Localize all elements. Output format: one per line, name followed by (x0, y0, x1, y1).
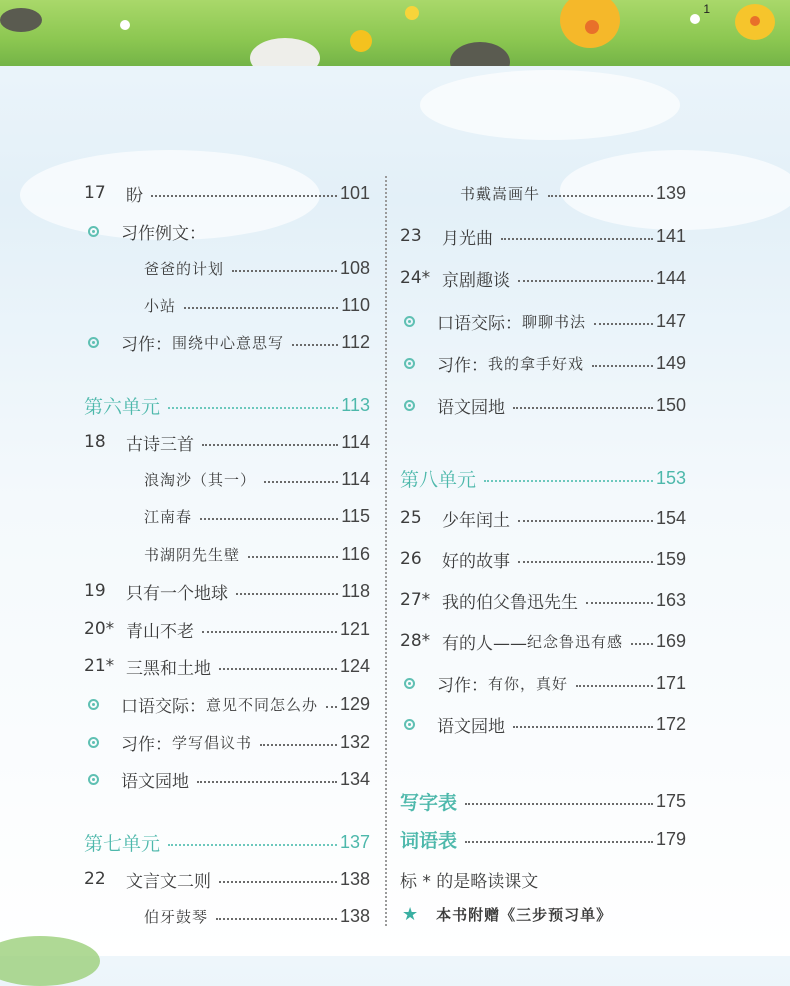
entry-subtitle: 纪念鲁迅有感 (527, 632, 624, 651)
cloud-decoration (420, 70, 680, 140)
leader-dots (513, 407, 653, 409)
entry-title: 古诗三首 (126, 434, 194, 455)
page-number-ref: 169 (655, 630, 686, 651)
entry-title: 青山不老 (126, 621, 194, 642)
leader-dots (631, 643, 653, 645)
toc-entry[interactable] (400, 390, 686, 420)
page-number-ref: 138 (339, 905, 370, 926)
circle-bullet-icon (88, 774, 99, 785)
flower-icon (585, 20, 599, 34)
circle-bullet-icon (404, 358, 415, 369)
entry-title: 第六单元 (84, 395, 161, 418)
page-number-ref: 132 (339, 731, 370, 752)
page-number-ref: 115 (341, 505, 370, 526)
page-number-ref: 129 (339, 693, 370, 714)
page-number-ref: 134 (339, 768, 370, 789)
toc-entry[interactable] (400, 503, 686, 533)
entry-subtitle: 聊聊书法 (522, 312, 587, 331)
page-number-ref: 153 (655, 467, 686, 488)
page-number-ref: 144 (655, 267, 686, 288)
toc-unit-heading[interactable] (400, 463, 686, 493)
toc-entry[interactable] (84, 216, 370, 246)
entry-title: 第七单元 (84, 832, 161, 855)
toc-entry[interactable] (84, 727, 370, 757)
leader-dots (216, 918, 337, 920)
toc-entry[interactable] (400, 544, 686, 574)
entry-title: 月光曲 (442, 228, 493, 249)
leader-dots (184, 307, 338, 309)
toc-entry[interactable] (400, 221, 686, 251)
entry-title: 少年闰土 (442, 510, 510, 531)
leader-dots (202, 631, 337, 633)
entry-title: 口语交际： (437, 313, 522, 334)
leader-dots (248, 556, 338, 558)
lesson-number: 28* (400, 631, 431, 651)
page-number-ref: 147 (655, 310, 686, 331)
entry-subtitle: 围绕中心意思写 (172, 333, 285, 352)
entry-title: 文言文二则 (126, 871, 211, 892)
entry-title: 爸爸的计划 (144, 259, 225, 278)
toc-entry[interactable] (400, 626, 686, 656)
page-number-ref: 101 (339, 182, 370, 203)
flower-icon (750, 16, 760, 26)
leader-dots (518, 561, 653, 563)
circle-bullet-icon (88, 699, 99, 710)
entry-title: 伯牙鼓琴 (144, 907, 209, 926)
entry-subtitle: 有你，真好 (488, 674, 569, 693)
lesson-number: 27* (400, 590, 431, 610)
entry-title: 江南春 (144, 507, 193, 526)
entry-title: 习作： (121, 734, 172, 755)
leader-dots (219, 881, 337, 883)
leader-dots (326, 706, 337, 708)
lesson-number: 25 (400, 508, 422, 528)
flower-icon (120, 20, 130, 30)
leader-dots (219, 668, 337, 670)
rock-decoration (0, 8, 42, 32)
toc-note (400, 899, 686, 929)
page-number-ref: 171 (655, 672, 686, 693)
rock-decoration (450, 42, 510, 66)
leader-dots (236, 593, 338, 595)
toc-sub-entry[interactable] (84, 901, 370, 931)
lesson-number: 18 (84, 432, 106, 452)
leader-dots (202, 444, 338, 446)
stone-decoration (250, 38, 320, 66)
leader-dots (264, 481, 338, 483)
entry-title: 习作： (437, 355, 488, 376)
page-number-ref: 139 (655, 182, 686, 203)
page-number-ref: 114 (341, 468, 370, 489)
leader-dots (197, 781, 337, 783)
leader-dots (465, 841, 653, 843)
lesson-number: 24* (400, 268, 431, 288)
page-number-ref: 138 (339, 868, 370, 889)
lesson-number: 21* (84, 656, 115, 676)
meadow-banner (0, 0, 790, 66)
lesson-number: 26 (400, 549, 422, 569)
leader-dots (576, 685, 653, 687)
page-number-ref: 159 (655, 548, 686, 569)
star-icon: ★ (402, 903, 419, 925)
leader-dots (484, 480, 653, 482)
toc-sub-entry[interactable] (84, 253, 370, 283)
toc-appendix-entry[interactable] (400, 786, 686, 816)
circle-bullet-icon (88, 737, 99, 748)
toc-unit-heading[interactable] (84, 827, 370, 857)
entry-title: 书戴嵩画牛 (460, 184, 541, 203)
toc-appendix-entry[interactable] (400, 824, 686, 854)
circle-bullet-icon (404, 719, 415, 730)
leader-dots (501, 238, 653, 240)
circle-bullet-icon (88, 226, 99, 237)
page-number-ref: 121 (339, 618, 370, 639)
entry-title: 第八单元 (400, 468, 477, 491)
toc-entry[interactable] (84, 427, 370, 457)
circle-bullet-icon (404, 316, 415, 327)
entry-title: 三黑和土地 (126, 658, 211, 679)
leader-dots (548, 195, 653, 197)
toc-entry[interactable] (400, 709, 686, 739)
circle-bullet-icon (404, 400, 415, 411)
note-text: 本书附赠《三步预习单》 (436, 905, 613, 924)
page-number-ref: 118 (341, 580, 370, 601)
entry-title: 词语表 (400, 829, 458, 852)
leader-dots (518, 280, 653, 282)
toc-sub-entry[interactable] (400, 178, 686, 208)
toc-entry[interactable] (400, 263, 686, 293)
leader-dots (260, 744, 337, 746)
page-number-ref: 114 (341, 431, 370, 452)
entry-title: 习作： (121, 334, 172, 355)
entry-title: 京剧趣谈 (442, 270, 510, 291)
flower-icon (690, 14, 700, 24)
lesson-number: 23 (400, 226, 422, 246)
toc-entry[interactable] (84, 576, 370, 606)
lesson-number: 17 (84, 183, 106, 203)
leader-dots (518, 520, 653, 522)
entry-title: 习作例文： (121, 223, 206, 244)
leader-dots (292, 344, 338, 346)
leader-dots (168, 844, 337, 846)
flower-icon (350, 30, 372, 52)
page-number-ref: 137 (339, 831, 370, 852)
circle-bullet-icon (404, 678, 415, 689)
entry-title: 语文园地 (121, 771, 189, 792)
toc-unit-heading[interactable] (84, 390, 370, 420)
column-divider (385, 176, 387, 926)
page-number-ref: 172 (655, 713, 686, 734)
toc-entry[interactable] (400, 306, 686, 336)
entry-title: 盼 (126, 185, 143, 206)
entry-title: 语文园地 (437, 716, 505, 737)
toc-sub-entry[interactable] (84, 464, 370, 494)
entry-subtitle: 学写倡议书 (172, 733, 253, 752)
page-number: 1 (703, 2, 710, 16)
flower-icon (405, 6, 419, 20)
toc-entry[interactable] (84, 327, 370, 357)
leader-dots (586, 602, 653, 604)
leader-dots (513, 726, 653, 728)
page-number-ref: 149 (655, 352, 686, 373)
lesson-number: 19 (84, 581, 106, 601)
leader-dots (168, 407, 338, 409)
entry-title: 我的伯父鲁迅先生 (442, 592, 578, 613)
page-number-ref: 108 (339, 257, 370, 278)
toc-entry[interactable] (400, 585, 686, 615)
page-number-ref: 154 (655, 507, 686, 528)
page-number-ref: 124 (339, 655, 370, 676)
entry-title: 只有一个地球 (126, 583, 228, 604)
leader-dots (151, 195, 337, 197)
toc-note (400, 864, 686, 894)
circle-bullet-icon (88, 337, 99, 348)
grass-decoration (0, 936, 100, 986)
entry-title: 语文园地 (437, 397, 505, 418)
leader-dots (465, 803, 653, 805)
toc-entry[interactable] (84, 178, 370, 208)
page-number-ref: 116 (341, 543, 370, 564)
page-number-ref: 179 (655, 828, 686, 849)
leader-dots (232, 270, 337, 272)
entry-title: 小站 (144, 296, 177, 315)
leader-dots (594, 323, 653, 325)
toc-entry[interactable] (84, 689, 370, 719)
entry-title: 口语交际： (121, 696, 206, 717)
toc-sub-entry[interactable] (84, 539, 370, 569)
lesson-number: 20* (84, 619, 115, 639)
toc-entry[interactable] (84, 614, 370, 644)
page-number-ref: 150 (655, 394, 686, 415)
entry-subtitle: 意见不同怎么办 (206, 695, 319, 714)
page-number-ref: 163 (655, 589, 686, 610)
page-number-ref: 175 (655, 790, 686, 811)
note-text: 标 * 的是略读课文 (400, 871, 539, 892)
toc-sub-entry[interactable] (84, 501, 370, 531)
entry-subtitle: 我的拿手好戏 (488, 354, 585, 373)
toc-sub-entry[interactable] (84, 290, 370, 320)
page-number-ref: 141 (655, 225, 686, 246)
entry-title: 好的故事 (442, 551, 510, 572)
lesson-number: 22 (84, 869, 106, 889)
leader-dots (200, 518, 338, 520)
page-number-ref: 112 (341, 331, 370, 352)
entry-title: 浪淘沙（其一） (144, 470, 257, 489)
toc-entry[interactable] (84, 651, 370, 681)
entry-title: 习作： (437, 675, 488, 696)
entry-title: 书湖阴先生壁 (144, 545, 241, 564)
entry-title: 有的人—— (442, 633, 527, 654)
toc-entry[interactable] (84, 764, 370, 794)
leader-dots (592, 365, 653, 367)
page-number-ref: 110 (341, 294, 370, 315)
entry-title: 写字表 (400, 791, 458, 814)
toc-entry[interactable] (400, 668, 686, 698)
page-number-ref: 113 (341, 394, 370, 415)
toc-entry[interactable] (400, 348, 686, 378)
toc-entry[interactable] (84, 864, 370, 894)
